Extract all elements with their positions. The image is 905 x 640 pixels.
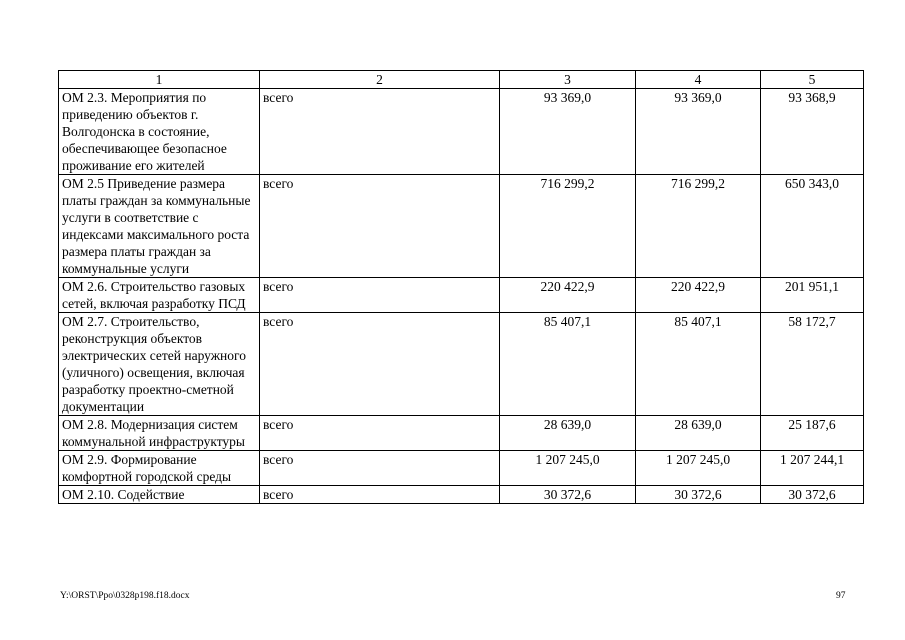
value-cell-3: 716 299,2 [500,175,636,278]
activity-name-cell: ОМ 2.8. Модернизация систем коммунальной инфраструктуры [59,416,260,451]
header-cell-1: 1 [59,71,260,89]
table-row [59,175,864,278]
value-cell-3: 220 422,9 [500,278,636,313]
activity-name-cell: ОМ 2.6. Строительство газовых сетей, включая разработку ПСД [59,278,260,313]
funding-source-cell: всего [260,451,500,486]
value-cell-4: 220 422,9 [636,278,761,313]
activity-name-cell: ОМ 2.5 Приведение размера платы граждан за коммунальные услуги в соответствие с индексами максимального роста размера платы граждан за коммунальные услуги [59,175,260,278]
header-cell-5: 5 [761,71,864,89]
funding-source-cell: всего [260,89,500,175]
page-number: 97 [836,591,846,601]
table-row [59,313,864,416]
value-cell-3: 93 369,0 [500,89,636,175]
value-cell-4: 28 639,0 [636,416,761,451]
table-row [59,278,864,313]
value-cell-3: 85 407,1 [500,313,636,416]
activity-name-cell: ОМ 2.3. Мероприятия по приведению объектов г. Волгодонска в состояние, обеспечивающее безопасное проживание его жителей [59,89,260,175]
value-cell-5: 93 368,9 [761,89,864,175]
table-row [59,486,864,504]
value-cell-3: 30 372,6 [500,486,636,504]
value-cell-5: 1 207 244,1 [761,451,864,486]
value-cell-5: 58 172,7 [761,313,864,416]
value-cell-4: 30 372,6 [636,486,761,504]
header-cell-3: 3 [500,71,636,89]
table-row [59,416,864,451]
value-cell-4: 716 299,2 [636,175,761,278]
value-cell-4: 93 369,0 [636,89,761,175]
activity-name-cell: ОМ 2.9. Формирование комфортной городской среды [59,451,260,486]
funding-source-cell: всего [260,416,500,451]
table-row [59,89,864,175]
value-cell-5: 650 343,0 [761,175,864,278]
value-cell-3: 1 207 245,0 [500,451,636,486]
activity-name-cell: ОМ 2.10. Содействие [59,486,260,504]
funding-source-cell: всего [260,313,500,416]
activity-name-cell: ОМ 2.7. Строительство, реконструкция объектов электрических сетей наружного (уличного) освещения, включая разработку проектно-сметной документации [59,313,260,416]
document-path-footer: Y:\ORST\Ppo\0328p198.f18.docx [60,591,190,601]
funding-source-cell: всего [260,278,500,313]
value-cell-5: 30 372,6 [761,486,864,504]
table-row [59,451,864,486]
value-cell-4: 85 407,1 [636,313,761,416]
header-cell-4: 4 [636,71,761,89]
funding-source-cell: всего [260,486,500,504]
funding-source-cell: всего [260,175,500,278]
header-cell-2: 2 [260,71,500,89]
value-cell-5: 201 951,1 [761,278,864,313]
value-cell-3: 28 639,0 [500,416,636,451]
budget-table [58,70,864,504]
value-cell-5: 25 187,6 [761,416,864,451]
value-cell-4: 1 207 245,0 [636,451,761,486]
header-row [59,71,864,89]
